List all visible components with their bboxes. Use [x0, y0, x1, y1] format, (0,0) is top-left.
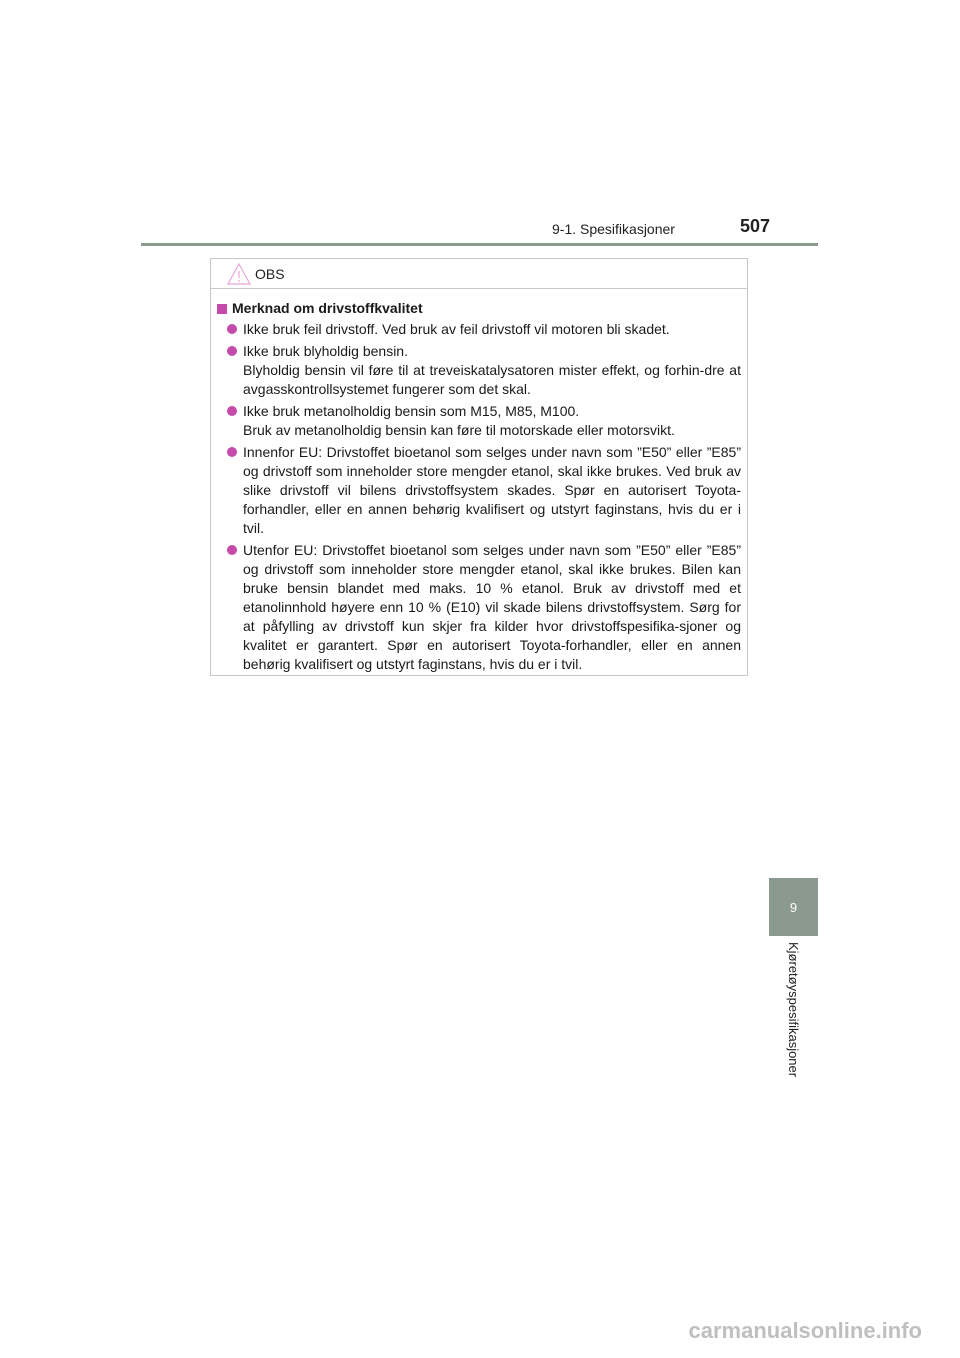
list-item [217, 320, 741, 339]
item-text: Innenfor EU: Drivstoffet bioetanol som selges under navn som ”E50” eller ”E85” og drivstoff som inneholder store mengder etanol, skal ikke brukes. Ved bruk av slike drivstoff vil bilens drivstoffsystem skades. Spør en autorisert Toyota-forhandler, eller en annen behørig kvalifisert og utstyrt faginstans, hvis du er i tvil. [243, 444, 741, 536]
notice-body [211, 289, 747, 674]
bullet-list [217, 320, 741, 674]
section-heading [217, 299, 741, 318]
notice-box [210, 258, 748, 676]
chapter-tab [769, 878, 818, 936]
square-bullet-icon [217, 304, 227, 314]
bullet-dot-icon [227, 324, 237, 334]
bullet-dot-icon [227, 346, 237, 356]
header-rule [141, 243, 818, 246]
item-text: Ikke bruk feil drivstoff. Ved bruk av feil drivstoff vil motoren bli skadet. [243, 321, 670, 337]
section-heading-text: Merknad om drivstoffkvalitet [232, 300, 423, 316]
item-text: Blyholdig bensin vil føre til at treveiskatalysatoren mister effekt, og forhin-dre at avgasskontrollsystemet fungerer som det skal. [243, 362, 741, 397]
bullet-dot-icon [227, 406, 237, 416]
list-item [217, 402, 741, 440]
item-text: Utenfor EU: Drivstoffet bioetanol som selges under navn som ”E50” eller ”E85” og drivstoff som inneholder store mengder etanol, skal ikke brukes. Bilen kan bruke bensin blandet med maks. 10 % etanol. Bruk av drivstoff med et etanolinnhold høyere enn 10 % (E10) vil skade bilens drivstoffsystem. Sørg for at påfylling av drivstoff kun skjer fra kilder hvor drivstoffspesifika-sjoner og kvalitet er garantert. Spør en autorisert Toyota-forhandler, eller en annen behørig kvalifisert og utstyrt faginstans, hvis du er i tvil. [243, 542, 741, 672]
item-text: Bruk av metanolholdig bensin kan føre til motorskade eller motorsvikt. [243, 422, 675, 438]
bullet-dot-icon [227, 545, 237, 555]
notice-header [211, 259, 747, 289]
running-header-section: 9-1. Spesifikasjoner [552, 221, 675, 237]
list-item [217, 443, 741, 538]
list-item [217, 342, 741, 399]
watermark: carmanualsonline.info [688, 1318, 922, 1343]
chapter-label: Kjøretøyspesifikasjoner [786, 942, 801, 1078]
item-text: Ikke bruk metanolholdig bensin som M15, M85, M100. [243, 403, 580, 419]
page-number: 507 [740, 216, 771, 236]
chapter-number: 9 [789, 899, 798, 915]
item-text: Ikke bruk blyholdig bensin. [243, 343, 408, 359]
notice-title: OBS [255, 265, 285, 282]
bullet-dot-icon [227, 447, 237, 457]
warning-triangle-icon [227, 263, 251, 285]
list-item [217, 541, 741, 674]
